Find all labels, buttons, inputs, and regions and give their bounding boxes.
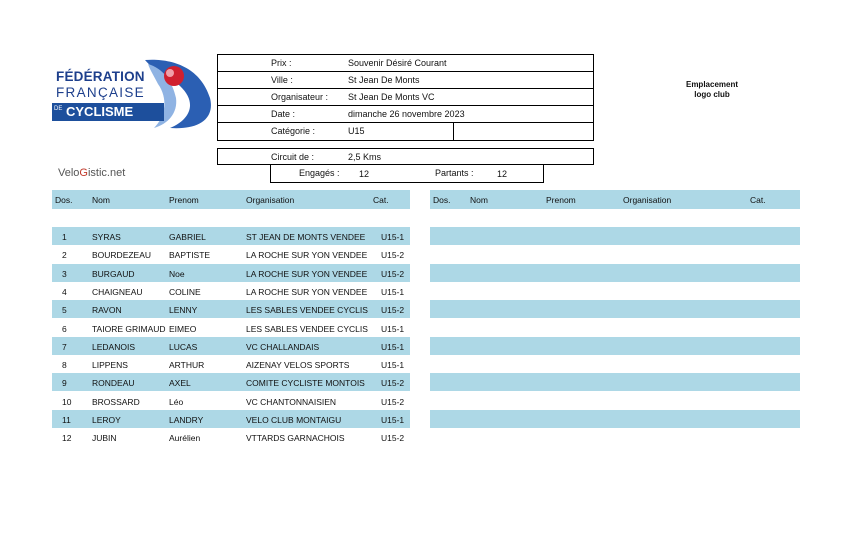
cell-cat: U15-2 (381, 433, 405, 443)
cell-org: LA ROCHE SUR YON VENDEE (246, 287, 368, 297)
partants-value: 12 (497, 169, 508, 179)
cell-nom: BURGAUD (92, 269, 135, 279)
row-stripe-right (430, 337, 800, 355)
info-row-organisateur (218, 89, 593, 106)
info-row-prix (218, 55, 593, 72)
partants-label: Partants : (435, 168, 474, 178)
row-stripe-right (430, 373, 800, 391)
header-nom-right: Nom (470, 195, 488, 205)
cell-cat: U15-2 (381, 378, 405, 388)
velogistic-brand (58, 167, 125, 179)
logo-text-line2: FRANÇAISE (56, 85, 145, 100)
cell-org: VC CHANTONNAISIEN (246, 397, 337, 407)
cell-cat: U15-2 (381, 269, 405, 279)
logo-text-line3: CYCLISME (66, 104, 134, 119)
header-prenom: Prenom (169, 195, 199, 205)
cell-cat: U15-1 (381, 360, 405, 370)
club-logo-placeholder (680, 80, 744, 100)
row-stripe-right (430, 227, 800, 245)
cell-org: ST JEAN DE MONTS VENDEE (246, 232, 366, 242)
info-row-categorie (218, 123, 593, 140)
header-nom: Nom (92, 195, 110, 205)
club-logo-line1: Emplacement (685, 80, 739, 89)
cell-org: LES SABLES VENDEE CYCLIS (246, 305, 368, 315)
engages-value: 12 (359, 169, 370, 179)
cell-prenom: LANDRY (169, 415, 204, 425)
header-prenom-right: Prenom (546, 195, 576, 205)
organisateur-label: Organisateur : (271, 92, 329, 102)
cell-nom: BROSSARD (92, 397, 140, 407)
circuit-value: 2,5 Kms (348, 152, 382, 162)
cell-dos: 11 (62, 415, 71, 425)
cell-prenom: LUCAS (169, 342, 198, 352)
cell-prenom: AXEL (169, 378, 191, 388)
cell-nom: CHAIGNEAU (92, 287, 143, 297)
cell-dos: 2 (62, 250, 67, 260)
cell-nom: BOURDEZEAU (92, 250, 152, 260)
cell-dos: 1 (62, 232, 67, 242)
cell-prenom: ARTHUR (169, 360, 205, 370)
prix-label: Prix : (271, 58, 292, 68)
cell-nom: TAIORE GRIMAUD (92, 324, 166, 334)
cell-nom: LEDANOIS (92, 342, 135, 352)
logo-text-de: DE (54, 106, 63, 112)
header-dos-right: Dos. (433, 195, 451, 205)
circuit-label: Circuit de : (271, 152, 315, 162)
categorie-value: U15 (348, 126, 365, 136)
header-cat: Cat. (373, 195, 389, 205)
info-row-date (218, 106, 593, 123)
header-organisation: Organisation (246, 195, 295, 205)
header-organisation-right: Organisation (623, 195, 672, 205)
cell-dos: 10 (62, 397, 72, 407)
cell-cat: U15-2 (381, 397, 405, 407)
cell-org: LES SABLES VENDEE CYCLIS (246, 324, 368, 334)
cell-prenom: GABRIEL (169, 232, 206, 242)
cell-cat: U15-1 (381, 232, 405, 242)
cell-prenom: LENNY (169, 305, 198, 315)
cell-nom: RAVON (92, 305, 122, 315)
cell-nom: LIPPENS (92, 360, 128, 370)
cell-dos: 8 (62, 360, 67, 370)
cell-dos: 3 (62, 269, 67, 279)
cell-nom: SYRAS (92, 232, 121, 242)
cell-prenom: BAPTISTE (169, 250, 211, 260)
categorie-label: Catégorie : (271, 126, 316, 136)
logo-text-line1: FÉDÉRATION (56, 69, 145, 84)
cell-prenom: EIMEO (169, 324, 197, 334)
engages-label: Engagés : (299, 168, 340, 178)
cell-cat: U15-1 (381, 324, 405, 334)
race-info-box (217, 54, 594, 141)
cell-org: LA ROCHE SUR YON VENDEE (246, 269, 368, 279)
cell-org: VC CHALLANDAIS (246, 342, 320, 352)
cell-dos: 6 (62, 324, 67, 334)
info-row-ville (218, 72, 593, 89)
cell-org: LA ROCHE SUR YON VENDEE (246, 250, 368, 260)
cell-org: VELO CLUB MONTAIGU (246, 415, 342, 425)
cell-dos: 5 (62, 305, 67, 315)
cell-cat: U15-2 (381, 305, 405, 315)
cell-nom: LEROY (92, 415, 121, 425)
cell-cat: U15-2 (381, 250, 405, 260)
ville-label: Ville : (271, 75, 293, 85)
row-stripe-right (430, 264, 800, 282)
brand-part2: G (79, 167, 88, 179)
brand-part3: istic.net (87, 167, 126, 179)
cell-dos: 4 (62, 287, 67, 297)
cell-prenom: COLINE (169, 287, 201, 297)
cell-prenom: Aurélien (169, 433, 201, 443)
cell-org: AIZENAY VELOS SPORTS (246, 360, 350, 370)
header-cat-right: Cat. (750, 195, 766, 205)
categorie-divider (453, 123, 454, 140)
circuit-box (217, 148, 594, 165)
cell-cat: U15-1 (381, 342, 405, 352)
organisateur-value: St Jean De Monts VC (348, 92, 435, 102)
header-dos: Dos. (55, 195, 73, 205)
cell-nom: RONDEAU (92, 378, 135, 388)
prix-value: Souvenir Désiré Courant (348, 58, 447, 68)
row-stripe-right (430, 410, 800, 428)
engages-partants-box (270, 165, 544, 183)
cell-dos: 12 (62, 433, 72, 443)
brand-part1: Velo (58, 167, 80, 179)
cell-prenom: Noe (169, 269, 185, 279)
cell-cat: U15-1 (381, 415, 405, 425)
club-logo-line2: logo club (694, 90, 730, 99)
cell-org: COMITE CYCLISTE MONTOIS (246, 378, 365, 388)
cell-prenom: Léo (169, 397, 184, 407)
cell-cat: U15-1 (381, 287, 405, 297)
cell-dos: 7 (62, 342, 67, 352)
date-value: dimanche 26 novembre 2023 (348, 109, 465, 119)
date-label: Date : (271, 109, 296, 119)
cell-nom: JUBIN (92, 433, 117, 443)
row-stripe-right (430, 300, 800, 318)
cell-org: VTTARDS GARNACHOIS (246, 433, 345, 443)
ville-value: St Jean De Monts (348, 75, 420, 85)
cell-dos: 9 (62, 378, 67, 388)
